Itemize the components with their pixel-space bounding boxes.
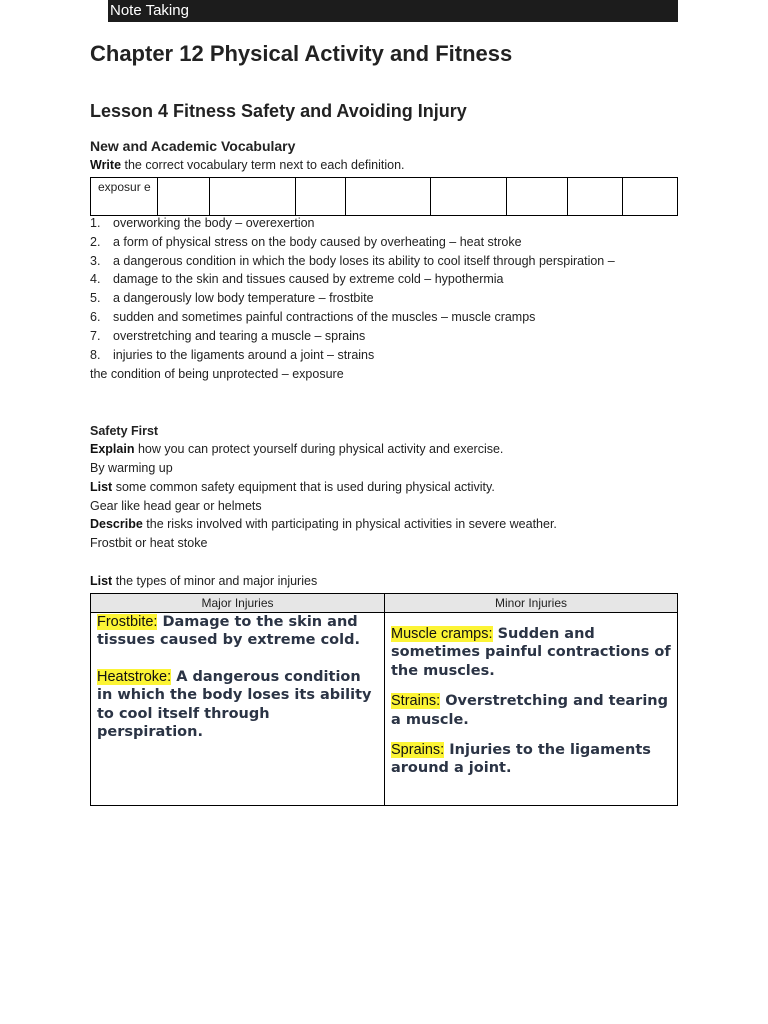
major-injuries-cell[interactable]: [91, 613, 385, 806]
definition-item: [90, 327, 615, 346]
lesson-title: Lesson 4 Fitness Safety and Avoiding Injury: [90, 101, 467, 121]
definition-item: [90, 233, 615, 252]
definition-number: 1.: [90, 216, 101, 230]
vocab-cell[interactable]: exposur e: [91, 178, 158, 216]
definition-item: [90, 270, 615, 289]
injury-term: Frostbite:: [97, 614, 158, 630]
definition-number: 5.: [90, 291, 101, 306]
vocabulary-heading: New and Academic Vocabulary: [90, 138, 296, 154]
major-injuries-header: Major Injuries: [91, 594, 385, 613]
injury-entry: [391, 692, 671, 729]
definition-text: overstretching and tearing a muscle – sprains: [113, 328, 366, 343]
vocab-cell[interactable]: [346, 178, 431, 216]
list-prompt: [90, 480, 495, 494]
injuries-text: the types of minor and major injuries: [112, 574, 318, 588]
minor-injuries-cell[interactable]: [385, 613, 678, 806]
explain-verb: Explain: [90, 442, 135, 456]
describe-verb: Describe: [90, 517, 143, 531]
injury-entry: [391, 741, 671, 778]
definition-number: 4.: [90, 272, 101, 287]
definition-text: injuries to the ligaments around a joint – strains: [113, 347, 375, 362]
definition-number: 8.: [90, 347, 101, 362]
definition-text: damage to the skin and tissues caused by extreme cold – hypothermia: [113, 272, 504, 287]
injury-description: Overstretching and tearing a muscle.: [391, 693, 669, 728]
instruction-verb: Write: [90, 158, 122, 172]
definition-text: a dangerously low body temperature – frostbite: [113, 291, 374, 306]
header-title: Note Taking: [110, 2, 189, 19]
injury-entry: [97, 613, 378, 650]
list-verb: List: [90, 480, 113, 494]
injury-description: Damage to the skin and tissues caused by extreme cold.: [97, 614, 360, 649]
injury-term: Sprains:: [391, 742, 445, 759]
definition-item: [90, 308, 615, 327]
describe-prompt: [90, 517, 557, 531]
definition-item: [90, 252, 615, 271]
injury-entry: [97, 668, 378, 742]
minor-injuries-header: Minor Injuries: [385, 594, 678, 613]
injuries-prompt: [90, 574, 317, 588]
list-answer[interactable]: Gear like head gear or helmets: [90, 499, 262, 513]
definition-number: 7.: [90, 328, 101, 343]
vocab-cell[interactable]: [431, 178, 506, 216]
injury-term: Strains:: [391, 693, 441, 710]
describe-text: the risks involved with participating in physical activities in severe weather.: [142, 517, 557, 531]
definition-number: 3.: [90, 253, 101, 268]
definition-text: a dangerous condition in which the body loses its ability to cool itself through perspiration –: [113, 253, 615, 268]
chapter-title: Chapter 12 Physical Activity and Fitness: [90, 41, 513, 66]
vocab-cell[interactable]: [295, 178, 346, 216]
explain-prompt: [90, 442, 503, 456]
injuries-verb: List: [90, 574, 113, 588]
vocab-cell[interactable]: [157, 178, 210, 216]
injury-description: Injuries to the ligaments around a joint.: [391, 742, 651, 777]
explain-answer[interactable]: By warming up: [90, 461, 173, 475]
injury-description: Sudden and sometimes painful contractions of the muscles.: [391, 626, 671, 679]
definition-number: 2.: [90, 234, 101, 249]
note-taking-header: [108, 0, 678, 22]
definition-last-line: the condition of being unprotected – exposure: [90, 367, 344, 381]
list-text: some common safety equipment that is used during physical activity.: [112, 480, 495, 494]
vocab-cell[interactable]: [623, 178, 678, 216]
vocabulary-instruction: [90, 158, 405, 172]
instruction-text: the correct vocabulary term next to each definition.: [121, 158, 405, 172]
definition-text: overworking the body – overexertion: [113, 216, 315, 230]
injuries-table: [90, 593, 678, 806]
injury-term: Muscle cramps:: [391, 626, 493, 642]
vocab-cell[interactable]: [567, 178, 622, 216]
vocabulary-term-table: [90, 177, 678, 216]
injury-term: Heatstroke:: [97, 668, 172, 685]
definition-number: 6.: [90, 309, 101, 324]
definition-text: sudden and sometimes painful contractions of the muscles – muscle cramps: [113, 309, 536, 324]
vocab-cell[interactable]: [506, 178, 567, 216]
vocab-cell[interactable]: [210, 178, 295, 216]
definition-item: [90, 289, 615, 308]
describe-answer[interactable]: Frostbit or heat stoke: [90, 536, 208, 550]
injury-entry: [391, 625, 671, 680]
definition-text: a form of physical stress on the body caused by overheating – heat stroke: [113, 234, 522, 249]
definition-item: [90, 214, 615, 233]
definition-item: [90, 346, 615, 365]
definition-list: [90, 214, 615, 364]
injury-description: A dangerous condition in which the body loses its ability to cool itself through perspiration.: [97, 668, 372, 741]
safety-first-heading: Safety First: [90, 424, 159, 438]
explain-text: how you can protect yourself during physical activity and exercise.: [134, 442, 504, 456]
